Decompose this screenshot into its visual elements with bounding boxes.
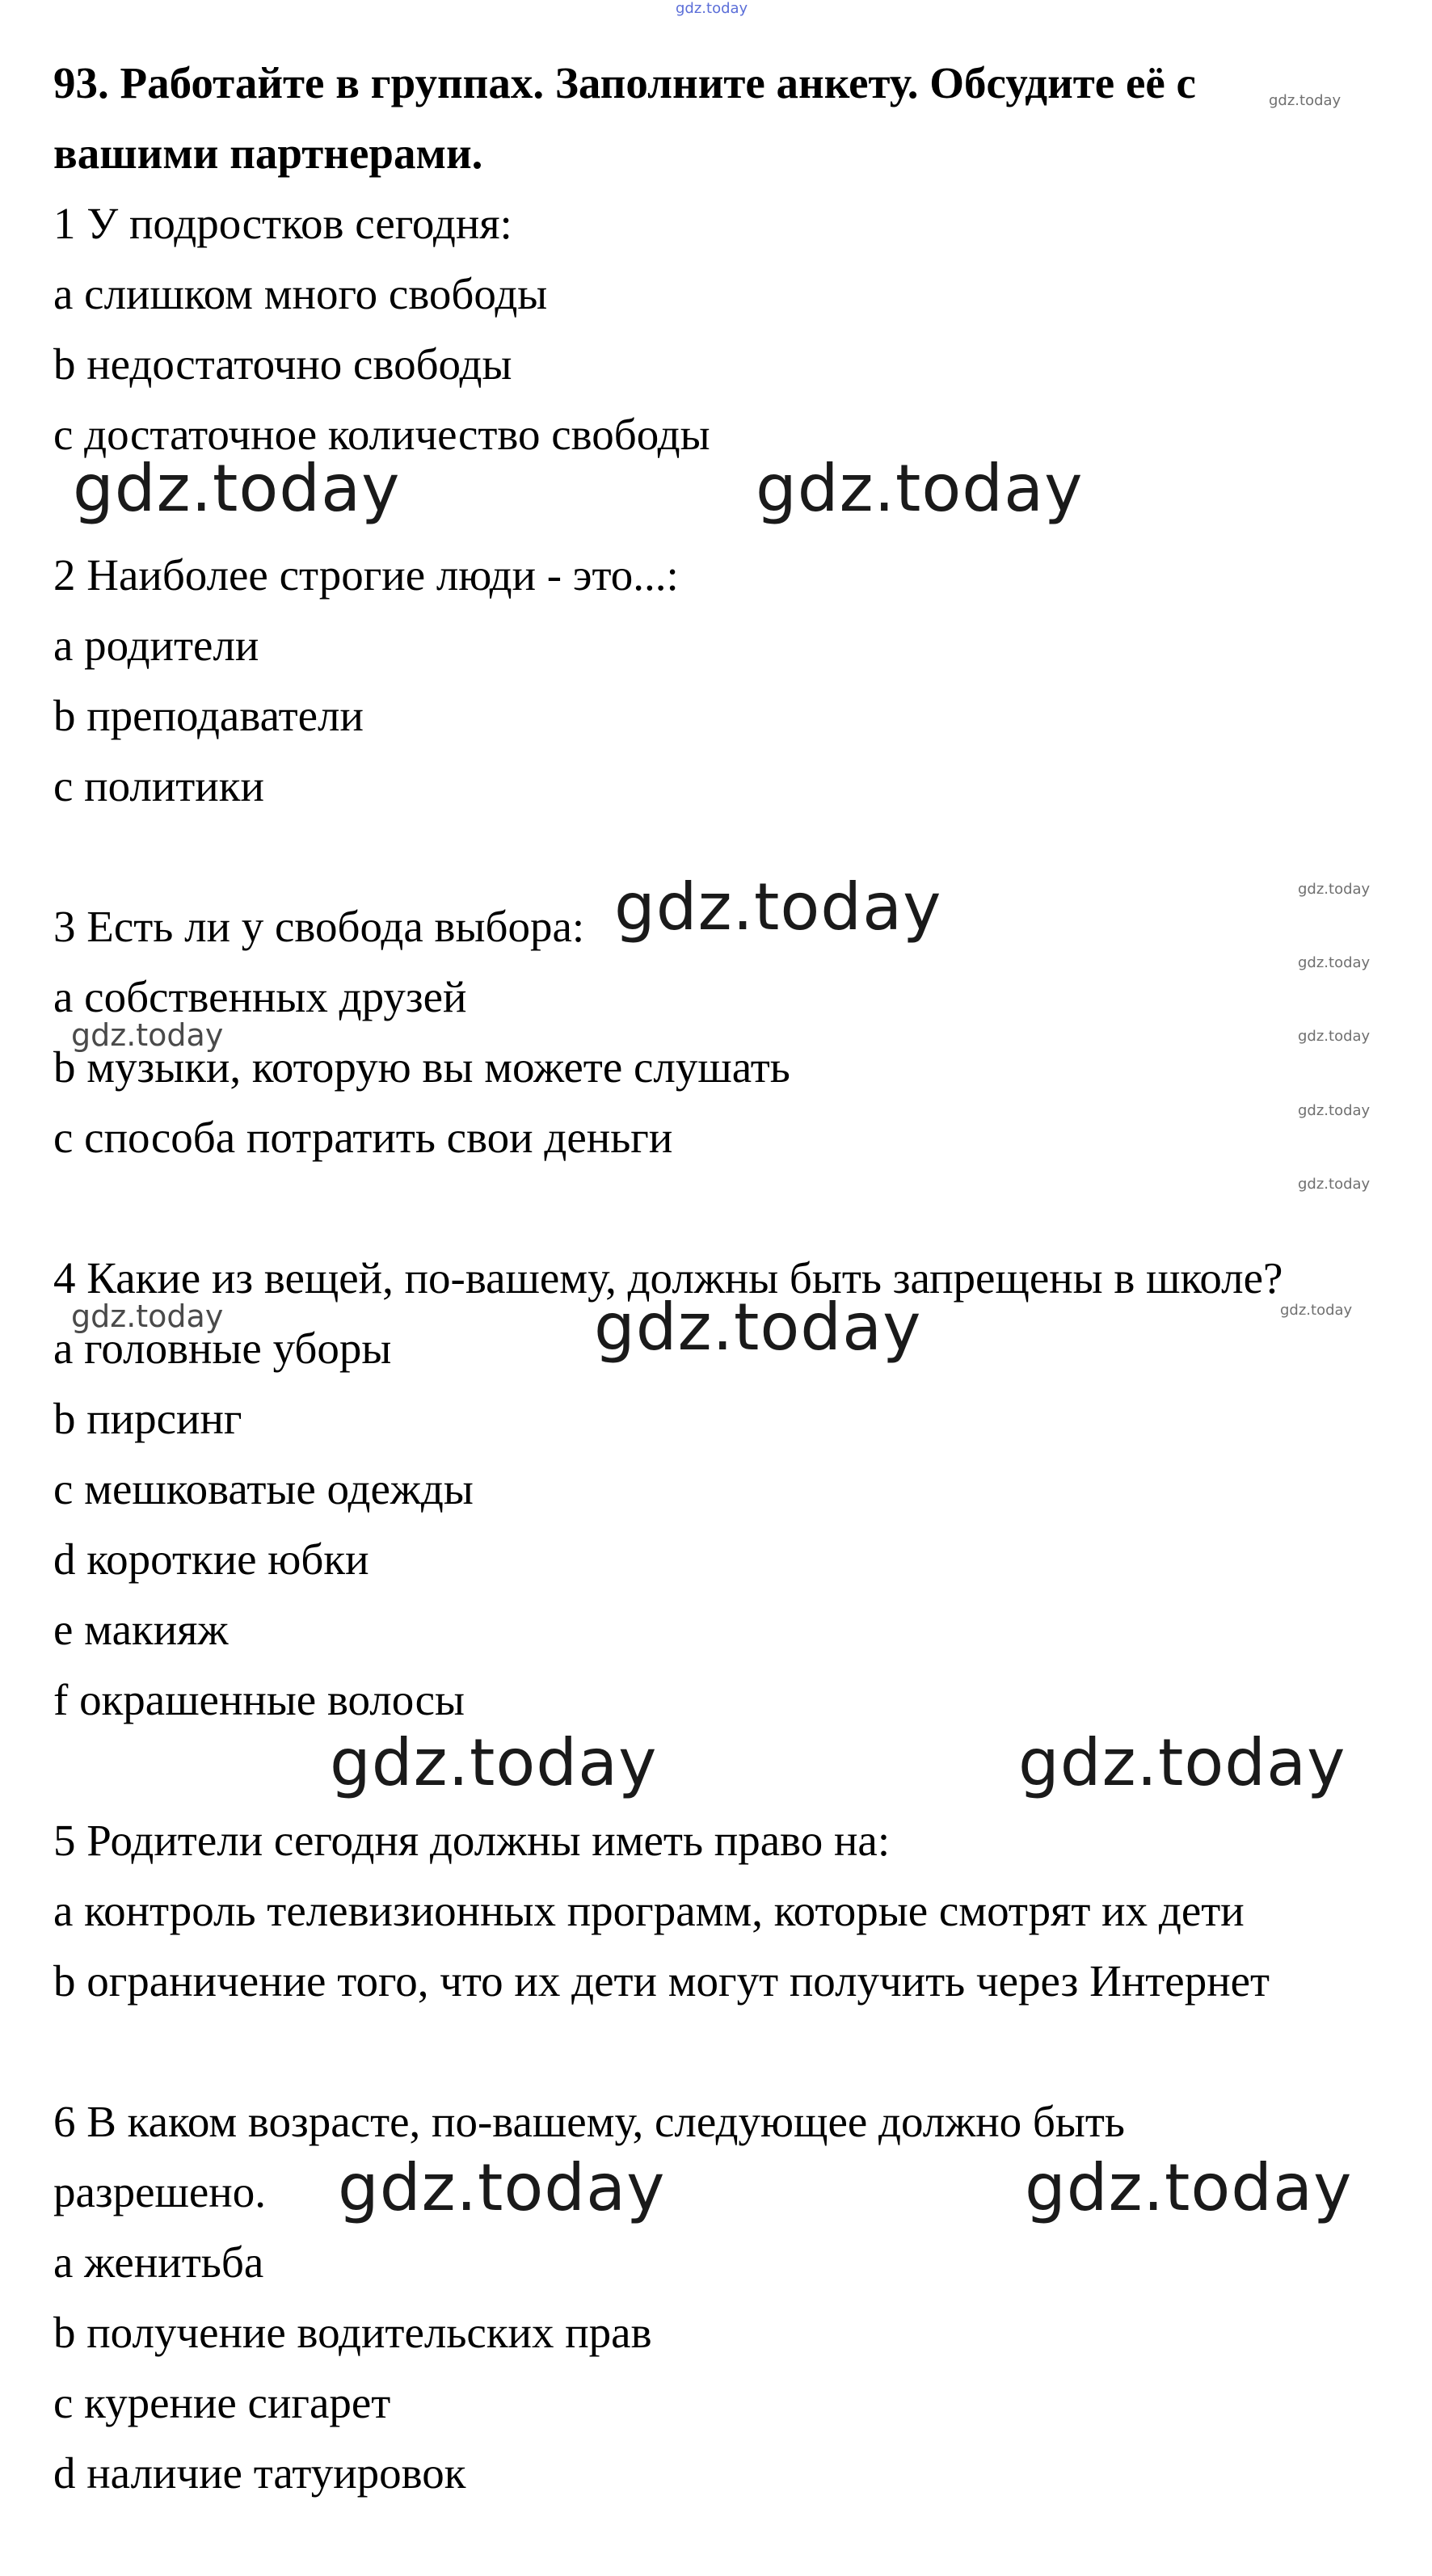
question-1-option-a: а слишком много свободы (53, 269, 548, 318)
question-6-text-line-1: 6 В каком возрасте, по-вашему, следующее должно быть (53, 2097, 1125, 2146)
watermark: gdz.today (1269, 92, 1341, 109)
question-1-option-c: с достаточное количество свободы (53, 410, 710, 459)
watermark: gdz.today (1018, 1725, 1346, 1800)
question-2-text: 2 Наиболее строгие люди - это...: (53, 550, 679, 600)
question-6-option-c: с курение сигарет (53, 2378, 391, 2427)
exercise-title-line-2: вашими партнерами. (53, 128, 483, 178)
question-4-option-f: f окрашенные волосы (53, 1675, 465, 1724)
question-5-text: 5 Родители сегодня должны иметь право на: (53, 1816, 891, 1865)
question-2-option-c: с политики (53, 761, 264, 810)
question-3-option-a: а собственных друзей (53, 972, 467, 1021)
watermark: gdz.today (71, 1017, 224, 1053)
watermark: gdz.today (676, 0, 748, 17)
question-6-option-b: b получение водительских прав (53, 2308, 652, 2357)
question-1-text: 1 У подростков сегодня: (53, 199, 512, 248)
watermark: gdz.today (1298, 1102, 1371, 1119)
watermark: gdz.today (338, 2150, 666, 2225)
question-3-text: 3 Есть ли у свобода выбора: (53, 902, 585, 951)
question-2-option-b: b преподаватели (53, 691, 364, 740)
exercise-title-line-1: 93. Работайте в группах. Заполните анкету. Обсудите её с (53, 58, 1196, 107)
question-2-option-a: а родители (53, 621, 259, 670)
watermark: gdz.today (594, 1290, 922, 1365)
watermark: gdz.today (73, 451, 401, 526)
question-1-option-b: b недостаточно свободы (53, 339, 512, 389)
question-6-option-d: d наличие татуировок (53, 2448, 466, 2498)
question-4-option-d: d короткие юбки (53, 1534, 369, 1584)
question-6-text-line-2: разрешено. (53, 2167, 266, 2216)
question-5-option-a: а контроль телевизионных программ, которые смотрят их дети (53, 1886, 1245, 1935)
watermark: gdz.today (614, 869, 942, 945)
question-3-option-c: с способа потратить свои деньги (53, 1113, 673, 1162)
question-4-option-a: а головные уборы (53, 1324, 392, 1373)
watermark: gdz.today (1025, 2150, 1353, 2225)
watermark: gdz.today (1298, 1028, 1371, 1045)
question-4-text: 4 Какие из вещей, по-вашему, должны быть запрещены в школе? (53, 1253, 1283, 1303)
question-4-option-e: е макияж (53, 1605, 229, 1654)
question-6-option-a: а женитьба (53, 2237, 264, 2287)
question-3-option-b: b музыки, которую вы можете слушать (53, 1042, 790, 1092)
watermark: gdz.today (1280, 1302, 1353, 1319)
watermark: gdz.today (71, 1299, 224, 1334)
watermark: gdz.today (1298, 881, 1371, 898)
question-4-option-b: b пирсинг (53, 1394, 242, 1443)
watermark: gdz.today (330, 1725, 658, 1800)
question-4-option-c: с мешковатые одежды (53, 1464, 474, 1513)
watermark: gdz.today (756, 451, 1084, 526)
question-5-option-b: b ограничение того, что их дети могут получить через Интернет (53, 1956, 1270, 2006)
watermark: gdz.today (1298, 1176, 1371, 1193)
watermark: gdz.today (1298, 954, 1371, 971)
